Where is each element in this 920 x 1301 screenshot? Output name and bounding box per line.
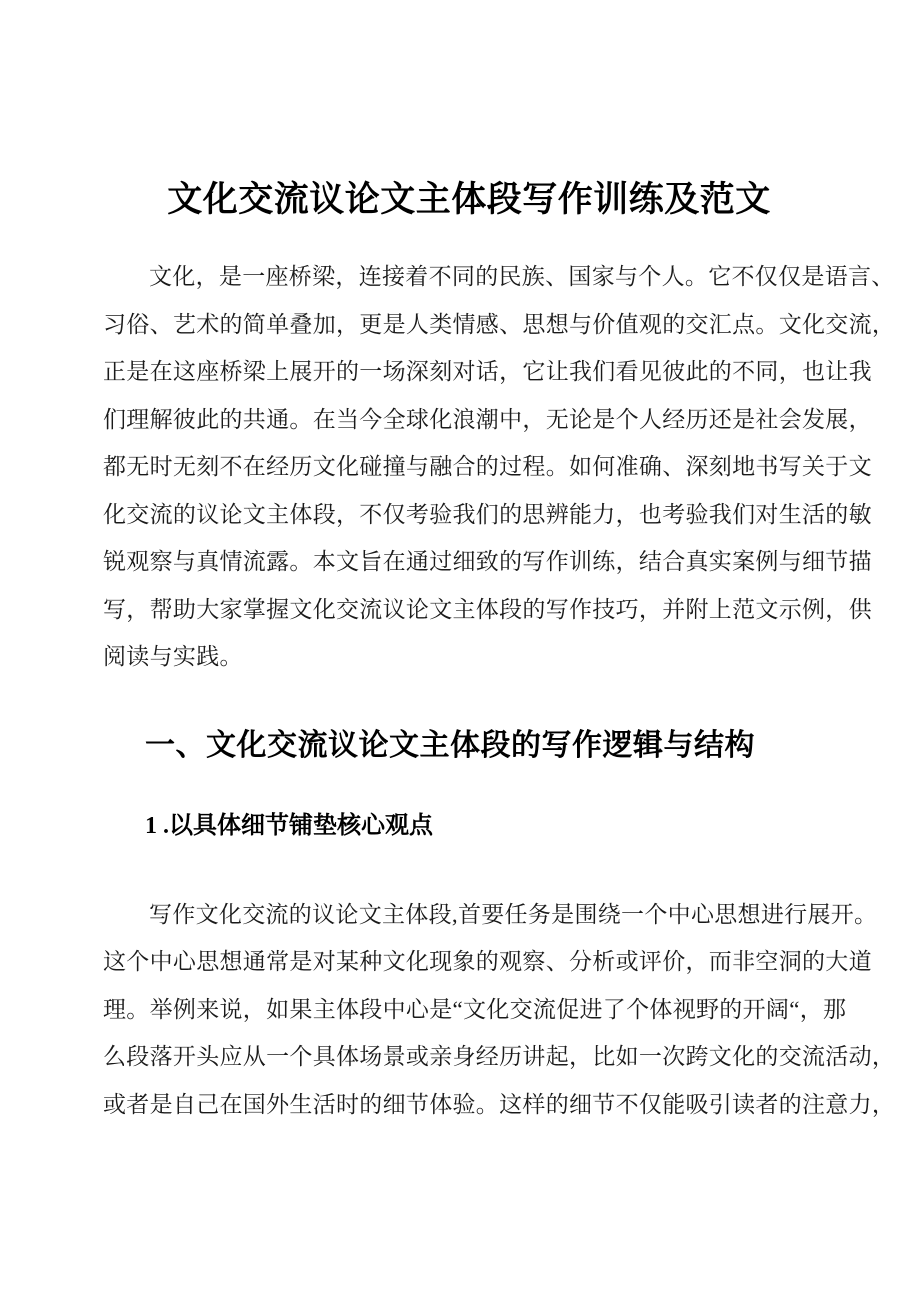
paragraph-line: 正是在这座桥梁上展开的一场深刻对话，它让我们看见彼此的不同，也让我 (103, 359, 872, 384)
document-title: 文化交流议论文主体段写作训练及范文 (167, 180, 771, 219)
paragraph-line: 化交流的议论文主体段，不仅考验我们的思辨能力，也考验我们对生活的敏 (103, 501, 872, 527)
paragraph-line: 或者是自己在国外生活时的细节体验。这样的细节不仅能吸引读者的注意力， (103, 1091, 896, 1117)
paragraph-line: 们理解彼此的共通。在当今全球化浪潮中，无论是个人经历还是社会发展， (103, 406, 872, 432)
paragraph-line: 写作文化交流的议论文主体段,首要任务是围绕一个中心思想进行展开。 (149, 901, 878, 927)
paragraph-line: 锐观察与真情流露。本文旨在通过细致的写作训练，结合真实案例与细节描 (103, 549, 872, 574)
subsection-title: 以具体细节铺垫核心观点 (169, 811, 433, 839)
subsection-number: 1 . (145, 812, 169, 839)
paragraph-line: 习俗、艺术的简单叠加，更是人类情感、思想与价值观的交汇点。文化交流， (103, 311, 896, 337)
paragraph-line: 写，帮助大家掌握文化交流议论文主体段的写作技巧，并附上范文示例，供 (103, 596, 872, 622)
intro-paragraph (103, 253, 896, 681)
subsection-heading-1 (103, 811, 835, 841)
paragraph-line: 阅读与实践。 (103, 644, 243, 669)
paragraph-line: 么段落开头应从一个具体场景或亲身经历讲起，比如一次跨文化的交流活动， (103, 1044, 896, 1069)
paragraph-line: 这个中心思想通常是对某种文化现象的观察、分析或评价，而非空洞的大道 (103, 949, 872, 974)
body-paragraph (103, 891, 896, 1129)
paragraph-line: 理。举例来说，如果主体段中心是“文化交流促进了个体视野的开阔“，那 (103, 996, 847, 1022)
paragraph-line: 都无时无刻不在经历文化碰撞与融合的过程。如何准确、深刻地书写关于文 (103, 454, 872, 479)
document-content (103, 0, 896, 1128)
paragraph-line: 文化，是一座桥梁，连接着不同的民族、国家与个人。它不仅仅是语言、 (149, 264, 895, 289)
section-heading-1: 一、文化交流议论文主体段的写作逻辑与结构 (145, 728, 755, 762)
